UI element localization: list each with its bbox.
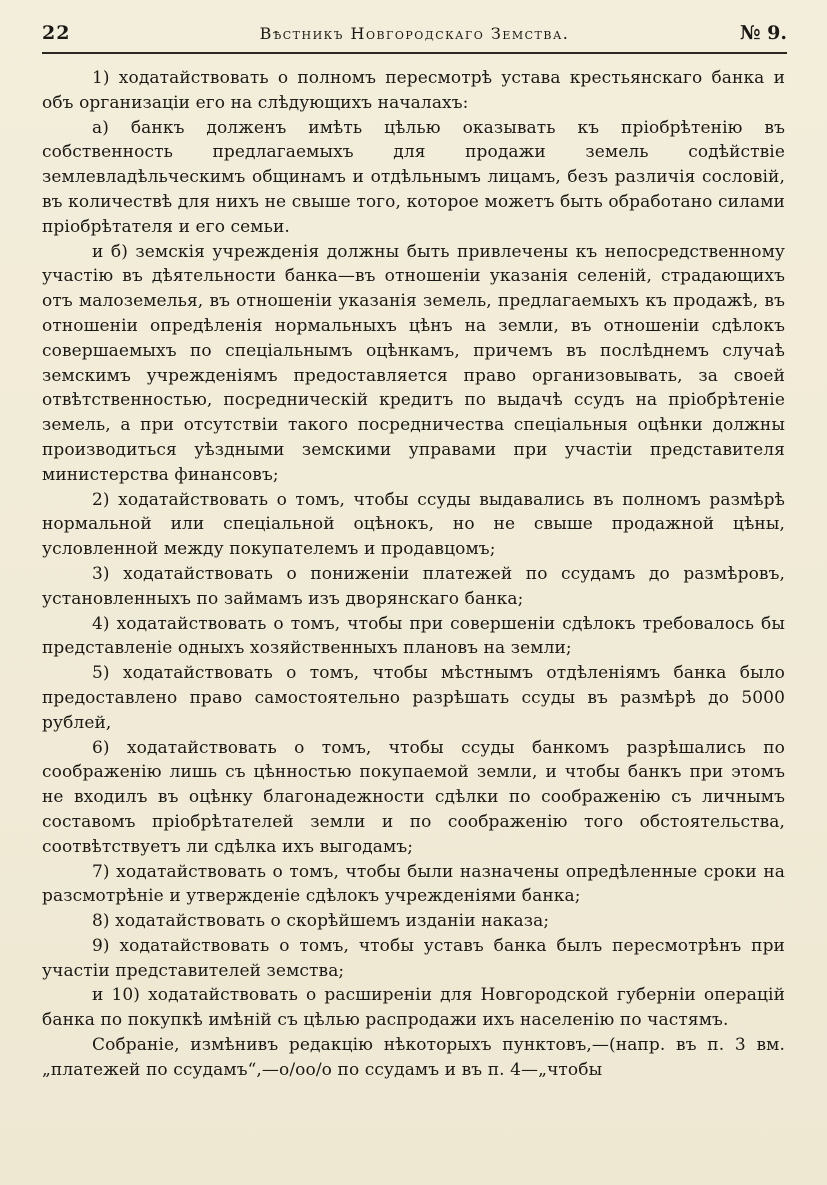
running-header	[42, 20, 787, 54]
page-number: 22	[42, 22, 71, 44]
paragraph-item-a: а) банкъ долженъ имѣть цѣлью оказывать къ пріобрѣтенію въ собственность предлагаемыхъ для продажи земель содѣйствіе землевладѣльческимъ общинамъ и отдѣльнымъ лицамъ, безъ различія сословій, въ количествѣ для нихъ не свыше того, которое можетъ быть обработано силами пріобрѣтателя и его семьи.	[42, 117, 785, 237]
paragraph-9: 9) ходатайствовать о томъ, чтобы уставъ банка былъ пересмотрѣнъ при участіи представителей земства;	[42, 935, 785, 981]
paragraph-assembly: Собраніе, измѣнивъ редакцію нѣкоторыхъ пунктовъ,—(напр. въ п. 3 вм. „платежей по ссудамъ“,—о/оо/о по ссудамъ и въ п. 4—„чтобы	[42, 1035, 785, 1080]
body-text	[42, 66, 785, 1083]
paragraph-7: 7) ходатайствовать о томъ, чтобы были назначены опредѣленные сроки на разсмотрѣніе и утвержденіе сдѣлокъ учрежденіями банка;	[42, 861, 785, 907]
paragraph-4: 4) ходатайствовать о томъ, чтобы при совершеніи сдѣлокъ требовалось бы представленіе одныхъ хозяйственныхъ плановъ на земли;	[42, 613, 785, 659]
paragraph-1: 1) ходатайствовать о полномъ пересмотрѣ устава крестьянскаго банка и объ организаціи его на слѣдующихъ началахъ:	[42, 68, 785, 113]
paragraph-6: 6) ходатайствовать о томъ, чтобы ссуды банкомъ разрѣшались по соображенію лишь съ цѣнностью покупаемой земли, и чтобы банкъ при этомъ не входилъ въ оцѣнку благонадежности сдѣлки по соображенію съ личнымъ составомъ пріобрѣтателей земли и по соображенію того обстоятельства, соотвѣтствуетъ ли сдѣлка ихъ выгодамъ;	[42, 737, 785, 857]
issue-number: № 9.	[739, 22, 787, 44]
paragraph-10: и 10) ходатайствовать о расширеніи для Новгородской губерніи операцій банка по покупкѣ имѣній съ цѣлью распродажи ихъ населенію по частямъ.	[42, 985, 785, 1031]
paragraph-5: 5) ходатайствовать о томъ, чтобы мѣстнымъ отдѣленіямъ банка было предоставлено право самостоятельно разрѣшать ссуды въ размѣрѣ до 5000 рублей,	[42, 663, 785, 733]
paragraph-8: 8) ходатайствовать о скорѣйшемъ изданіи наказа;	[92, 911, 550, 932]
journal-title: Вѣстникъ Новгородскаго Земства.	[259, 24, 570, 43]
paragraph-2: 2) ходатайствовать о томъ, чтобы ссуды выдавались въ полномъ размѣрѣ нормальной или спеціальной оцѣнокъ, но не свыше продажной цѣны, условленной между покупателемъ и продавцомъ;	[42, 489, 785, 560]
paragraph-3: 3) ходатайствовать о пониженіи платежей по ссудамъ до размѣровъ, установленныхъ по займамъ изъ дворянскаго банка;	[42, 563, 785, 609]
paragraph-item-b: и б) земскія учрежденія должны быть привлечены къ непосредственному участію въ дѣятельности банка—въ отношеніи указанія селеній, страдающихъ отъ малоземелья, въ отношеніи указанія земель, предлагаемыхъ къ продажѣ, въ отношеніи опредѣленія нормальныхъ цѣнъ на земли, въ отношеніи сдѣлокъ совершаемыхъ по спеціальнымъ оцѣнкамъ, причемъ въ послѣднемъ случаѣ земскимъ учрежденіямъ предоставляется право организовывать, за своей отвѣтственностью, посредническій кредитъ по выдачѣ ссудъ на пріобрѣтеніе земель, а при отсутствіи такого посредничества спеціальныя оцѣнки должны производиться уѣздными земскими управами при участіи представителя министерства финансовъ;	[42, 241, 785, 485]
